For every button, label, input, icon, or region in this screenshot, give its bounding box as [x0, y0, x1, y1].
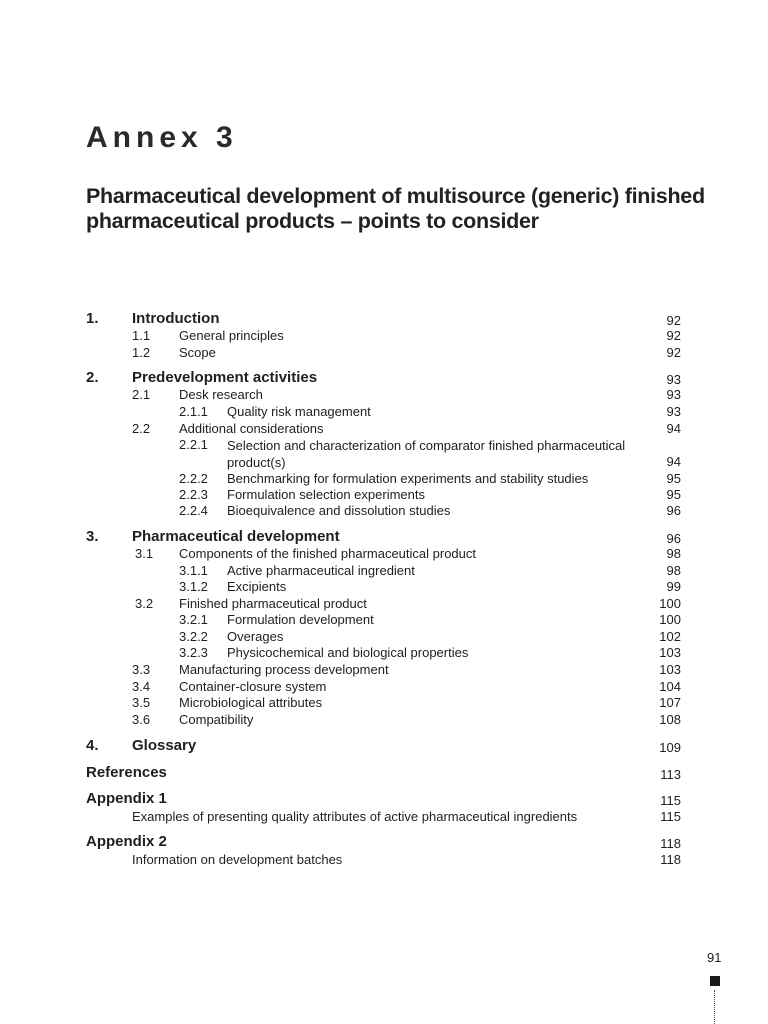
toc-label: Predevelopment activities	[132, 369, 318, 386]
document-title: Pharmaceutical development of multisource (generic) finished pharmaceutical products – points to consider	[86, 184, 705, 233]
toc-page: 99	[666, 579, 681, 594]
toc-label: Examples of presenting quality attributes of active pharmaceutical ingredients	[132, 809, 578, 824]
toc-page: 93	[666, 387, 681, 402]
toc-label: Bioequivalence and dissolution studies	[227, 503, 451, 518]
toc-page: 103	[659, 662, 681, 677]
toc-label: Quality risk management	[227, 404, 371, 419]
toc-label: Formulation selection experiments	[227, 487, 425, 502]
toc-label: Additional considerations	[179, 421, 324, 436]
toc-page: 96	[666, 503, 681, 518]
toc-number: 1.2	[132, 345, 151, 360]
toc-label: References	[86, 764, 167, 781]
toc-page: 92	[666, 328, 681, 343]
toc-label: Desk research	[179, 387, 263, 402]
toc-number: 3.5	[132, 695, 151, 710]
page-number: 91	[707, 950, 722, 965]
toc-label: Appendix 1	[86, 790, 167, 807]
toc-number: 3.1.1	[179, 563, 208, 578]
toc-number: 3.3	[132, 662, 151, 677]
toc-number: 2.2.2	[179, 471, 208, 486]
toc-page: 92	[666, 345, 681, 360]
page-marker-square	[710, 976, 720, 986]
toc-page: 118	[660, 836, 681, 851]
toc-page: 115	[660, 809, 681, 824]
toc-page: 113	[660, 767, 681, 782]
toc-label: Pharmaceutical development	[132, 528, 340, 545]
toc-number: 2.1	[132, 387, 151, 402]
page-dotted-rule	[714, 990, 715, 1024]
toc-number: 3.2.1	[179, 612, 208, 627]
toc-page: 95	[666, 471, 681, 486]
toc-page: 108	[659, 712, 681, 727]
toc-label: Scope	[179, 345, 216, 360]
toc-page: 93	[666, 372, 681, 387]
toc-label: Compatibility	[179, 712, 254, 727]
toc-page: 93	[666, 404, 681, 419]
toc-page: 100	[659, 596, 681, 611]
toc-page: 102	[659, 629, 681, 644]
toc-page: 96	[666, 531, 681, 546]
toc-label: Selection and characterization of comparator finished pharmaceutical product(s)	[227, 438, 626, 470]
toc-number: 2.2.1	[179, 437, 208, 452]
toc-page: 94	[666, 454, 681, 469]
toc-label: Physicochemical and biological properties	[227, 645, 469, 660]
toc-number: 3.1.2	[179, 579, 208, 594]
toc-label: Appendix 2	[86, 833, 167, 850]
toc-page: 94	[666, 421, 681, 436]
toc-number: 3.4	[132, 679, 151, 694]
toc-page: 109	[659, 740, 681, 755]
toc-page: 103	[659, 645, 681, 660]
toc-number: 3.2.3	[179, 645, 208, 660]
toc-label: General principles	[179, 328, 284, 343]
toc-label: Information on development batches	[132, 852, 343, 867]
toc-label: Components of the finished pharmaceutical product	[179, 546, 477, 561]
toc-number: 3.1	[135, 546, 154, 561]
toc-number: 2.2.3	[179, 487, 208, 502]
toc-page: 92	[666, 313, 681, 328]
toc-label: Manufacturing process development	[179, 662, 389, 677]
toc-number: 3.	[86, 528, 99, 545]
toc-number: 3.2	[135, 596, 154, 611]
toc-page: 115	[660, 793, 681, 808]
toc-number: 2.2	[132, 421, 151, 436]
toc-number: 3.6	[132, 712, 151, 727]
toc-page: 95	[666, 487, 681, 502]
toc-page: 118	[660, 852, 681, 867]
toc-label: Glossary	[132, 737, 197, 754]
toc-number: 2.	[86, 369, 99, 386]
toc-number: 4.	[86, 737, 99, 754]
toc-number: 3.2.2	[179, 629, 208, 644]
toc-label: Introduction	[132, 310, 220, 327]
toc-number: 2.1.1	[179, 404, 208, 419]
toc-label: Formulation development	[227, 612, 374, 627]
toc-label: Excipients	[227, 579, 287, 594]
toc-number: 1.1	[132, 328, 151, 343]
toc-label: Container-closure system	[179, 679, 327, 694]
toc-page: 98	[666, 546, 681, 561]
toc-label: Benchmarking for formulation experiments and stability studies	[227, 471, 589, 486]
annex-heading: Annex 3	[86, 121, 238, 154]
toc-page: 107	[659, 695, 681, 710]
toc-number: 1.	[86, 310, 99, 327]
toc-page: 100	[659, 612, 681, 627]
toc-page: 98	[666, 563, 681, 578]
toc-label: Finished pharmaceutical product	[179, 596, 367, 611]
toc-label: Overages	[227, 629, 284, 644]
toc-page: 104	[659, 679, 681, 694]
toc-number: 2.2.4	[179, 503, 208, 518]
toc-label: Microbiological attributes	[179, 695, 323, 710]
toc-label: Active pharmaceutical ingredient	[227, 563, 415, 578]
